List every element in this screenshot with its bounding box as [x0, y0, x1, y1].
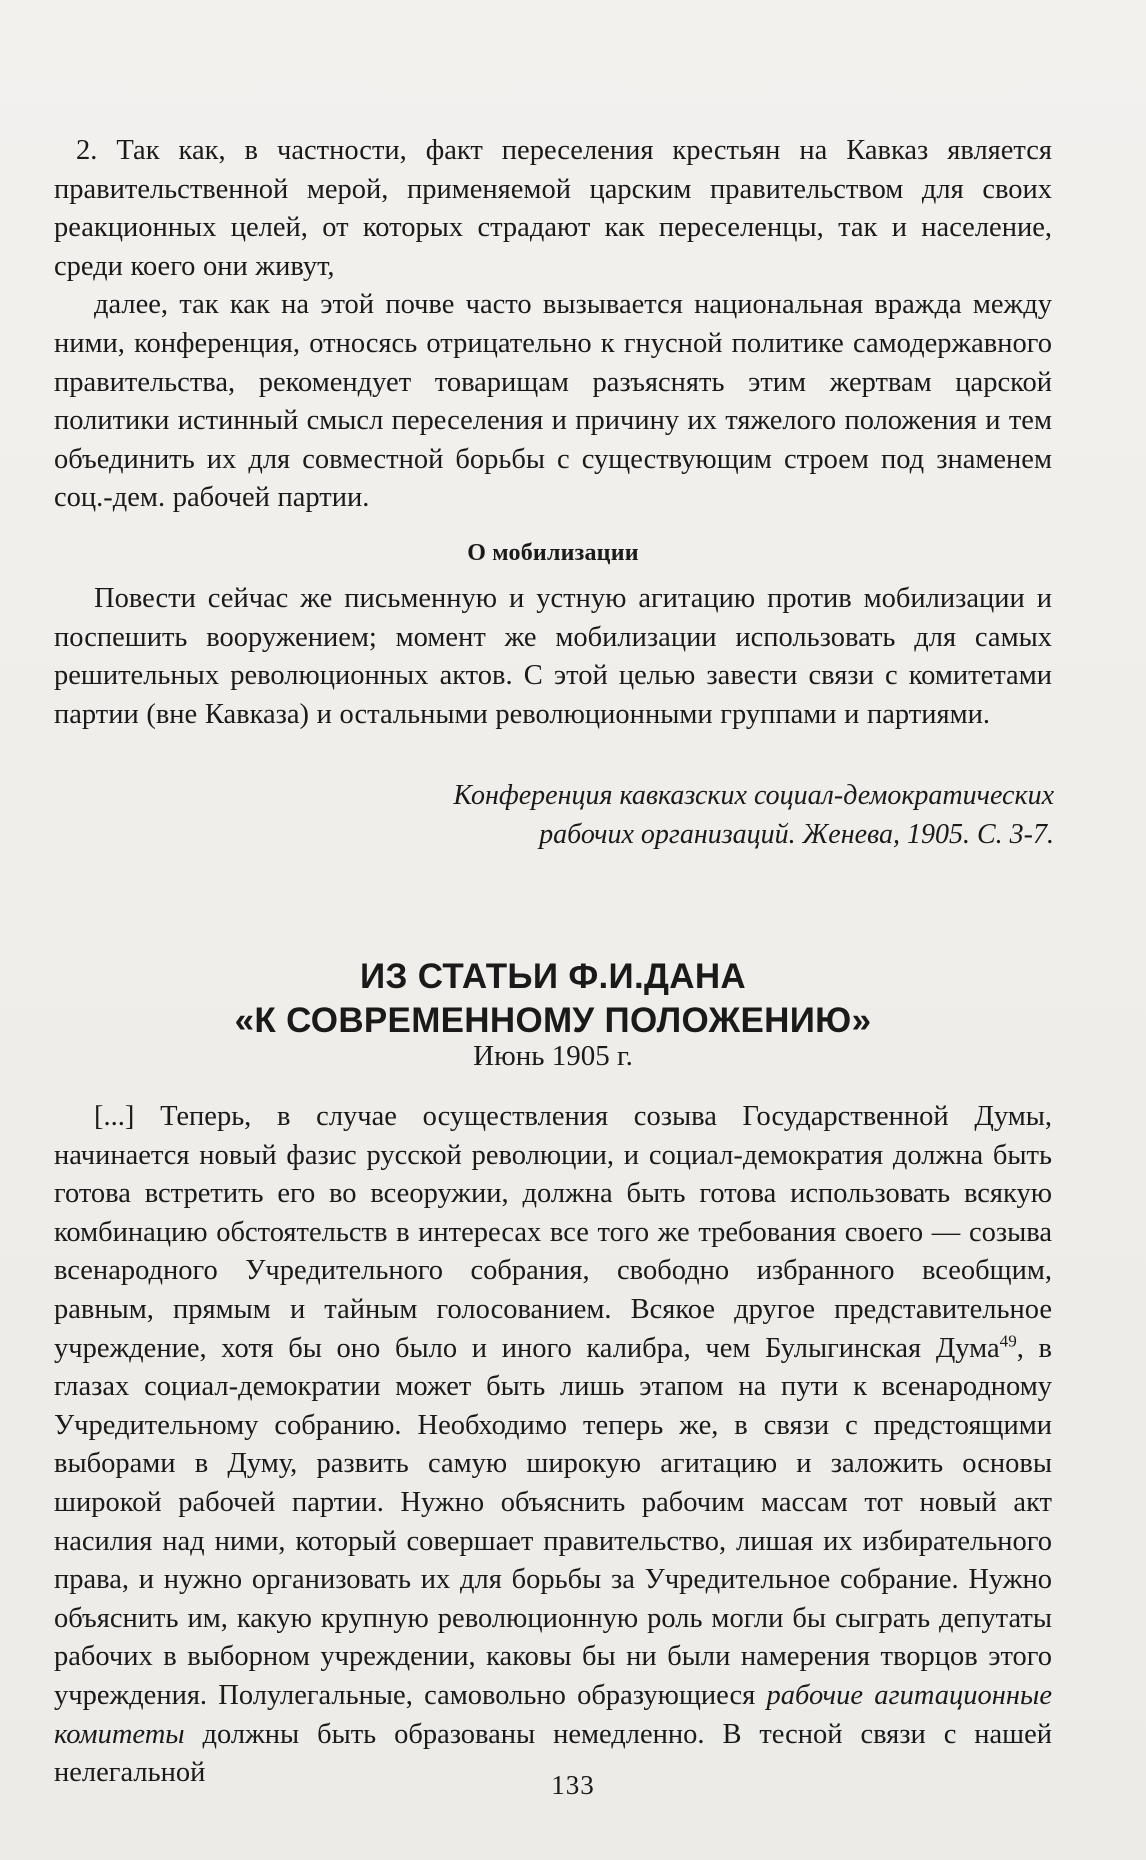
article-text — [54, 1098, 1052, 1793]
mobilization-text — [54, 580, 1052, 734]
paragraph — [54, 1098, 1052, 1793]
text-run: должны быть образованы немедленно. В тесной связи с нашей нелегальной — [54, 1718, 1052, 1789]
source-line: Конференция кавказских социал-демократических — [453, 780, 1054, 811]
section-title: О мобилизации — [467, 540, 639, 566]
paragraph: далее, так как на этой почве часто вызывается национальная вражда между ними, конференция, относясь отрицательно к гнусной политике самодержавного правительства, рекомендует товарищам разъяснять этим жертвам царской политики истинный смысл переселения и причину их тяжелого положения и тем объединить их для совместной борьбы с существующим строем под знаменем соц.-дем. рабочей партии. — [54, 289, 1052, 514]
source-citation — [453, 777, 1054, 854]
paragraph: 2. Так как, в частности, факт переселения крестьян на Кавказ является правительственной мерой, применяемой царским правительством для своих реакционных целей, от которых страдают как переселенцы, так и население, среди коего они живут, — [54, 135, 1052, 282]
page-number: 133 — [551, 1770, 595, 1800]
emphasis: рабочие агитационные комитеты — [54, 1679, 1052, 1750]
source-line: рабочих организаций. Женева, 1905. С. 3-7. — [539, 818, 1054, 850]
paragraph: Повести сейчас же письменную и устную агитацию против мобилизации и поспешить вооружением; момент же мобилизации использовать для самых решительных революционных актов. С этой целью завести связи с комитетами партии (вне Кавказа) и остальными революционными группами и партиями. — [54, 583, 1052, 730]
article-date: Июнь 1905 г. — [473, 1040, 633, 1072]
article-title-line: ИЗ СТАТЬИ Ф.И.ДАНА — [360, 957, 746, 996]
text-run: , в глазах социал-демократии может быть лишь этапом на пути к всенародному Учредительному собранию. Необходимо теперь же, в связи с предстоящими выборами в Думу, развить самую широкую агитацию и заложить основы широкой рабочей партии. Нужно объяснить рабочим массам тот новый акт насилия над ними, который совершает правительство, лишая их избирательного права, и нужно организовать их для борьбы за Учредительное собрание. Нужно объяснить им, какую крупную революционную роль могли бы сыграть депутаты рабочих в выборном учреждении, каковы бы ни были намерения творцов этого учреждения. Полулегальные, самовольно образующиеся — [54, 1332, 1053, 1711]
text-run: [...] Теперь, в случае осуществления созыва Государственной Думы, начинается новый фазис русской революции, и социал-демократия должна быть готова встретить его во всеоружии, должна быть готова использовать всякую комбинацию обстоятельств в интересах все того же требования своего — созыва всенародного Учредительного собрания, свободно избранного всеобщим, равным, прямым и тайным голосованием. Всякое другое представительное учреждение, хотя бы оно было и иного калибра, чем Булыгинская Дума — [54, 1101, 1052, 1364]
article-title — [54, 955, 1052, 1043]
footnote-ref: 49 — [999, 1331, 1017, 1351]
resolution-text — [54, 132, 1052, 518]
article-title-line: «К СОВРЕМЕННОМУ ПОЛОЖЕНИЮ» — [234, 1001, 872, 1040]
